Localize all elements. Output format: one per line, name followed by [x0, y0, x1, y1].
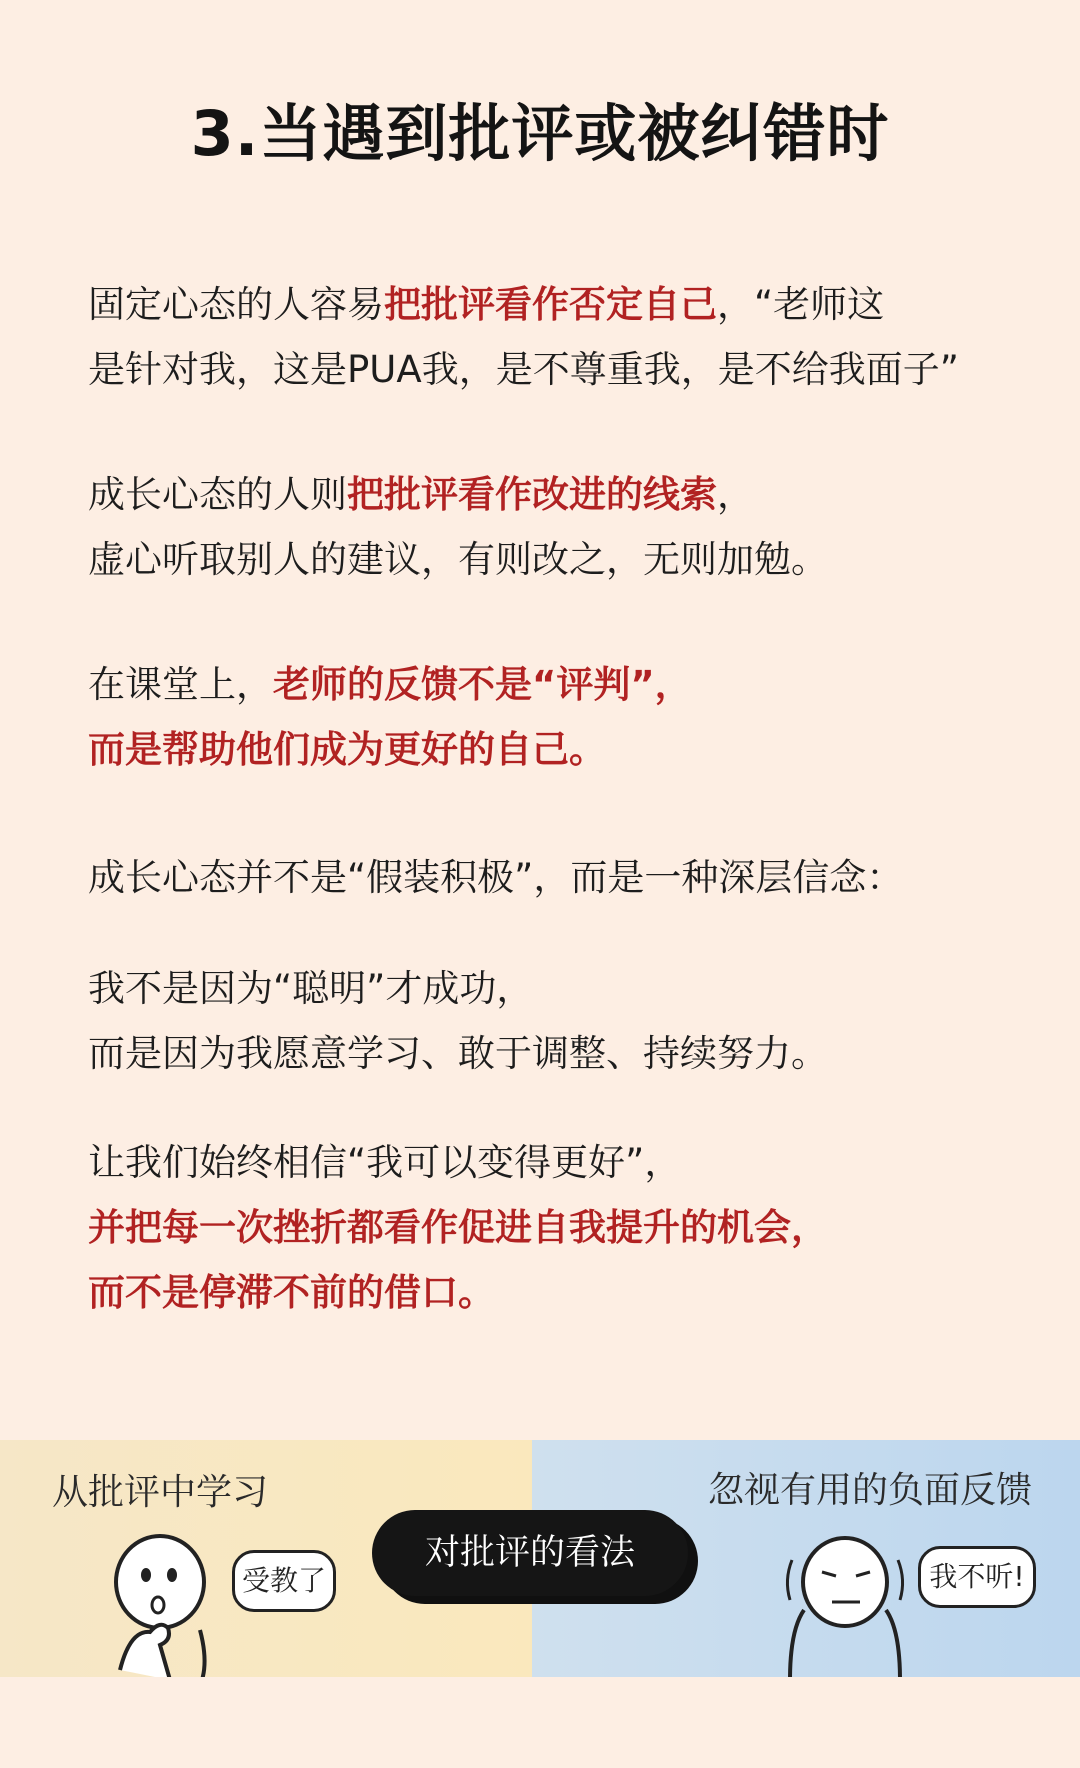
paragraph-1-line-2: 是针对我，这是PUA我，是不尊重我，是不给我面子”: [88, 348, 959, 391]
paragraph-3-line-2: 而是帮助他们成为更好的自己。: [88, 728, 606, 771]
learn-from-criticism-label: 从批评中学习: [52, 1472, 269, 1513]
paragraph-6-line-1: 让我们始终相信“我可以变得更好”，: [88, 1141, 682, 1184]
center-topic-badge: 对批评的看法: [372, 1510, 688, 1596]
paragraph-5-line-2: 而是因为我愿意学习、敢于调整、持续努力。: [88, 1032, 828, 1075]
paragraph-2: [88, 462, 1038, 527]
paragraph-2-line-2: 虚心听取别人的建议，有则改之，无则加勉。: [88, 538, 828, 581]
paragraph-1: [88, 272, 1038, 337]
highlight-text: 老师的反馈不是“评判”，: [273, 663, 692, 706]
text: ，: [717, 473, 754, 516]
illustration-banner: [0, 1440, 1080, 1677]
text: ，“老师这: [717, 283, 885, 326]
ignoring-figure-icon: [770, 1520, 920, 1677]
paragraph-5-line-1: 我不是因为“聪明”才成功，: [88, 967, 534, 1010]
text: 成长心态的人则: [88, 473, 347, 516]
highlight-text: 把批评看作改进的线索: [347, 473, 717, 516]
speech-bubble-left: 受教了: [232, 1550, 336, 1612]
ignore-feedback-label: 忽视有用的负面反馈: [708, 1470, 1033, 1511]
highlight-text: 把批评看作否定自己: [384, 283, 717, 326]
bottom-margin: [0, 1677, 1080, 1768]
paragraph-6-line-3: 而不是停滞不前的借口。: [88, 1271, 495, 1314]
page-title: 3.当遇到批评或被纠错时: [190, 97, 890, 170]
text: 固定心态的人容易: [88, 283, 384, 326]
paragraph-3: [88, 652, 1038, 717]
paragraph-4: 成长心态并不是“假装积极”，而是一种深层信念：: [88, 856, 904, 899]
speech-bubble-right: 我不听!: [918, 1546, 1036, 1608]
text: 在课堂上，: [88, 663, 273, 706]
happy-figure-icon: [90, 1520, 230, 1677]
paragraph-6-line-2: 并把每一次挫折都看作促进自我提升的机会，: [88, 1206, 828, 1249]
